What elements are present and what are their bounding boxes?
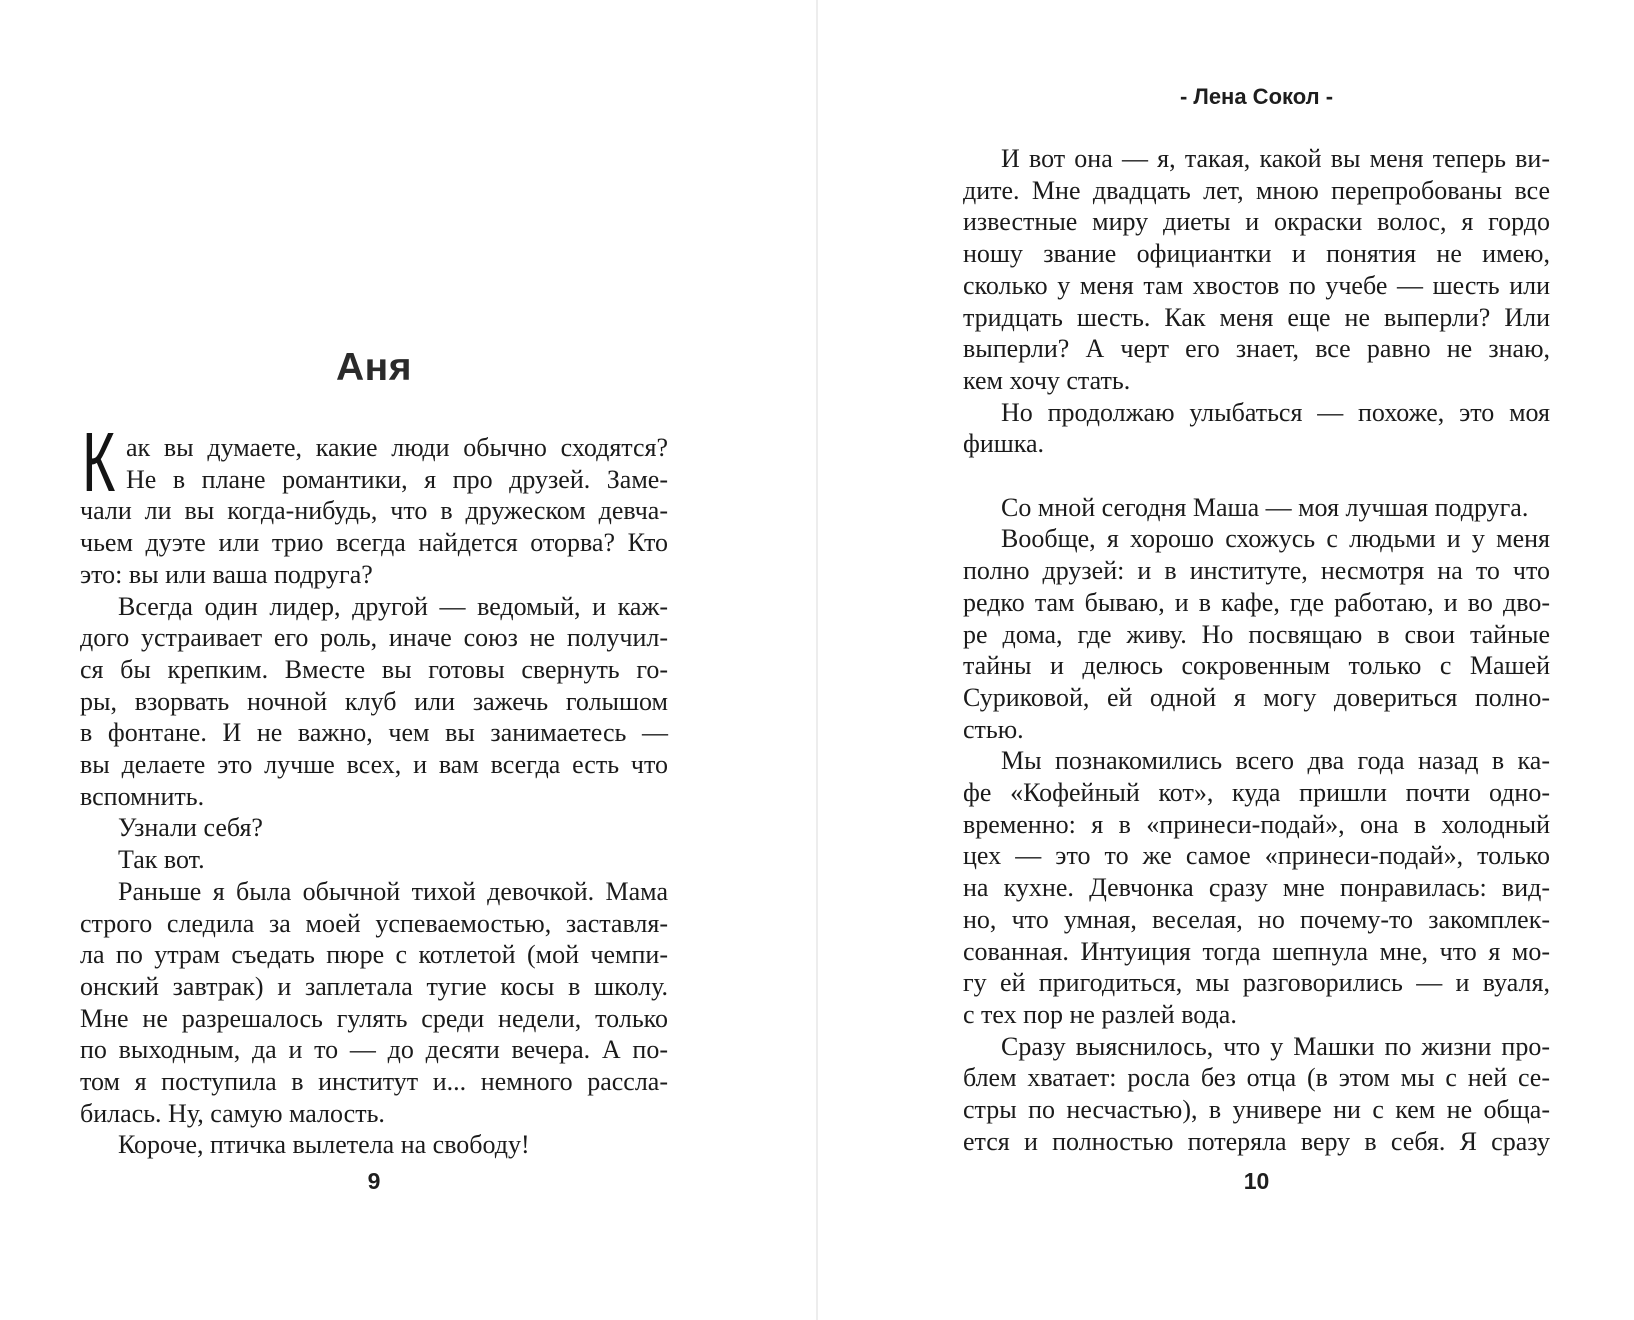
drop-cap-letter: К [82, 415, 116, 509]
right-page-body [963, 143, 1550, 1157]
page-number: 10 [1243, 1168, 1270, 1194]
text-line: тридцать шесть. Как меня еще не выперли? Или [963, 302, 1550, 332]
paragraph [80, 844, 668, 876]
text-line: выперли? А черт его знает, все равно не знаю, [963, 334, 1550, 364]
paragraph [963, 492, 1550, 524]
text-line: Не в плане романтики, я про друзей. Заме- [126, 464, 668, 494]
text-line: Сразу выяснилось, что у Машки по жизни про- [1001, 1031, 1550, 1061]
paragraph [80, 812, 668, 844]
text-line: известные миру диеты и окраски волос, я гордо [963, 207, 1550, 237]
text-line: гу ей пригодиться, мы разговорились — и вуаля, [963, 968, 1550, 998]
text-line: это: вы или ваша подруга? [80, 559, 373, 589]
text-line: временно: я в «принеси-подай», она в холодный [963, 809, 1550, 839]
paragraph [963, 143, 1550, 397]
text-line: по выходным, да и то — до десяти вечера. А по- [80, 1035, 668, 1065]
text-line: ла по утрам съедать пюре с котлетой (мой чемпи- [80, 940, 668, 970]
text-line: ак вы думаете, какие люди обычно сходятся? [126, 433, 668, 462]
text-line: том я поступила в институт и... немного рассла- [80, 1067, 668, 1097]
text-line: Вообще, я хорошо схожусь с людьми и у меня [1001, 524, 1550, 554]
text-line: вспомнить. [80, 781, 205, 811]
text-line: в фонтане. И не важно, чем вы занимаетесь — [80, 718, 668, 748]
text-line: фе «Кофейный кот», куда пришли почти одно- [963, 778, 1550, 808]
paragraph [80, 432, 668, 591]
paragraph [963, 745, 1550, 1030]
text-line: ношу звание официантки и понятия не имею, [963, 239, 1550, 269]
text-line: стью. [963, 714, 1024, 744]
page-number: 9 [367, 1168, 381, 1194]
text-line: ре дома, где живу. Но посвящаю в свои тайные [963, 619, 1550, 649]
text-line: ется и полностью потеряла веру в себя. Я сразу [963, 1126, 1550, 1156]
text-line: ся бы крепким. Вместе вы готовы свернуть го- [80, 654, 668, 684]
text-line: блем хватает: росла без отца (в этом мы с ней се- [963, 1063, 1550, 1093]
text-line: вы делаете это лучше всех, и вам всегда есть что [80, 750, 668, 780]
paragraph [963, 1031, 1550, 1158]
text-line: Так вот. [118, 845, 205, 875]
running-header: - Лена Сокол - [1179, 84, 1334, 109]
text-line: Раньше я была обычной тихой девочкой. Мама [118, 876, 668, 906]
text-line: Со мной сегодня Маша — моя лучшая подруга. [1001, 492, 1529, 522]
text-line: онский завтрак) и заплетала тугие косы в школу. [80, 971, 668, 1001]
text-line: чали ли вы когда-нибудь, что в дружеском девча- [80, 496, 668, 526]
text-line: Всегда один лидер, другой — ведомый, и каж- [118, 591, 668, 621]
paragraph [80, 1129, 668, 1161]
paragraph [963, 397, 1550, 460]
text-line: тайны и делюсь сокровенным только с Машей [963, 651, 1550, 681]
paragraph [80, 591, 668, 813]
text-line: сколько у меня там хвостов по учебе — шесть или [963, 270, 1550, 300]
text-line: фишка. [963, 429, 1045, 459]
text-line: редко там бываю, и в кафе, где работаю, и во дво- [963, 587, 1550, 617]
text-line: Мы познакомились всего два года назад в ка- [1001, 746, 1550, 776]
chapter-title: Аня [336, 346, 412, 389]
text-line: Узнали себя? [118, 813, 263, 843]
text-line: билась. Ну, самую малость. [80, 1098, 385, 1128]
text-line: дого устраивает его роль, иначе союз не получил- [80, 623, 668, 653]
text-line: цех — это то же самое «принеси-подай», только [963, 841, 1550, 871]
text-line: Суриковой, ей одной я могу довериться полно- [963, 682, 1550, 712]
text-line: И вот она — я, такая, какой вы меня теперь ви- [1001, 144, 1550, 173]
blank-line [963, 460, 1550, 492]
text-line: но, что умная, веселая, но почему-то закомплек- [963, 904, 1550, 934]
text-line: полно друзей: и в институте, несмотря на то что [963, 556, 1550, 586]
text-line: дите. Мне двадцать лет, мною перепробованы все [963, 175, 1550, 205]
left-page-body [80, 432, 668, 1161]
text-line: стры по несчастью), в универе ни с кем не обща- [963, 1095, 1550, 1125]
paragraph [963, 523, 1550, 745]
text-line: Мне не разрешалось гулять среди недели, только [80, 1003, 668, 1033]
text-line: на кухне. Девчонка сразу мне понравилась: вид- [963, 873, 1550, 903]
text-line: строго следила за моей успеваемостью, заставля- [80, 908, 668, 938]
text-line: кем хочу стать. [963, 365, 1131, 395]
paragraph [80, 876, 668, 1130]
text-line: с тех пор не разлей вода. [963, 999, 1237, 1029]
page-divider [816, 0, 818, 1320]
text-line: Но продолжаю улыбаться — похоже, это моя [1001, 397, 1550, 427]
text-line: сованная. Интуиция тогда шепнула мне, что я мо- [963, 936, 1550, 966]
text-line: Короче, птичка вылетела на свободу! [118, 1130, 530, 1160]
text-line: чьем дуэте или трио всегда найдется оторва? Кто [80, 528, 668, 558]
text-line: ры, взорвать ночной клуб или зажечь голышом [80, 686, 668, 716]
